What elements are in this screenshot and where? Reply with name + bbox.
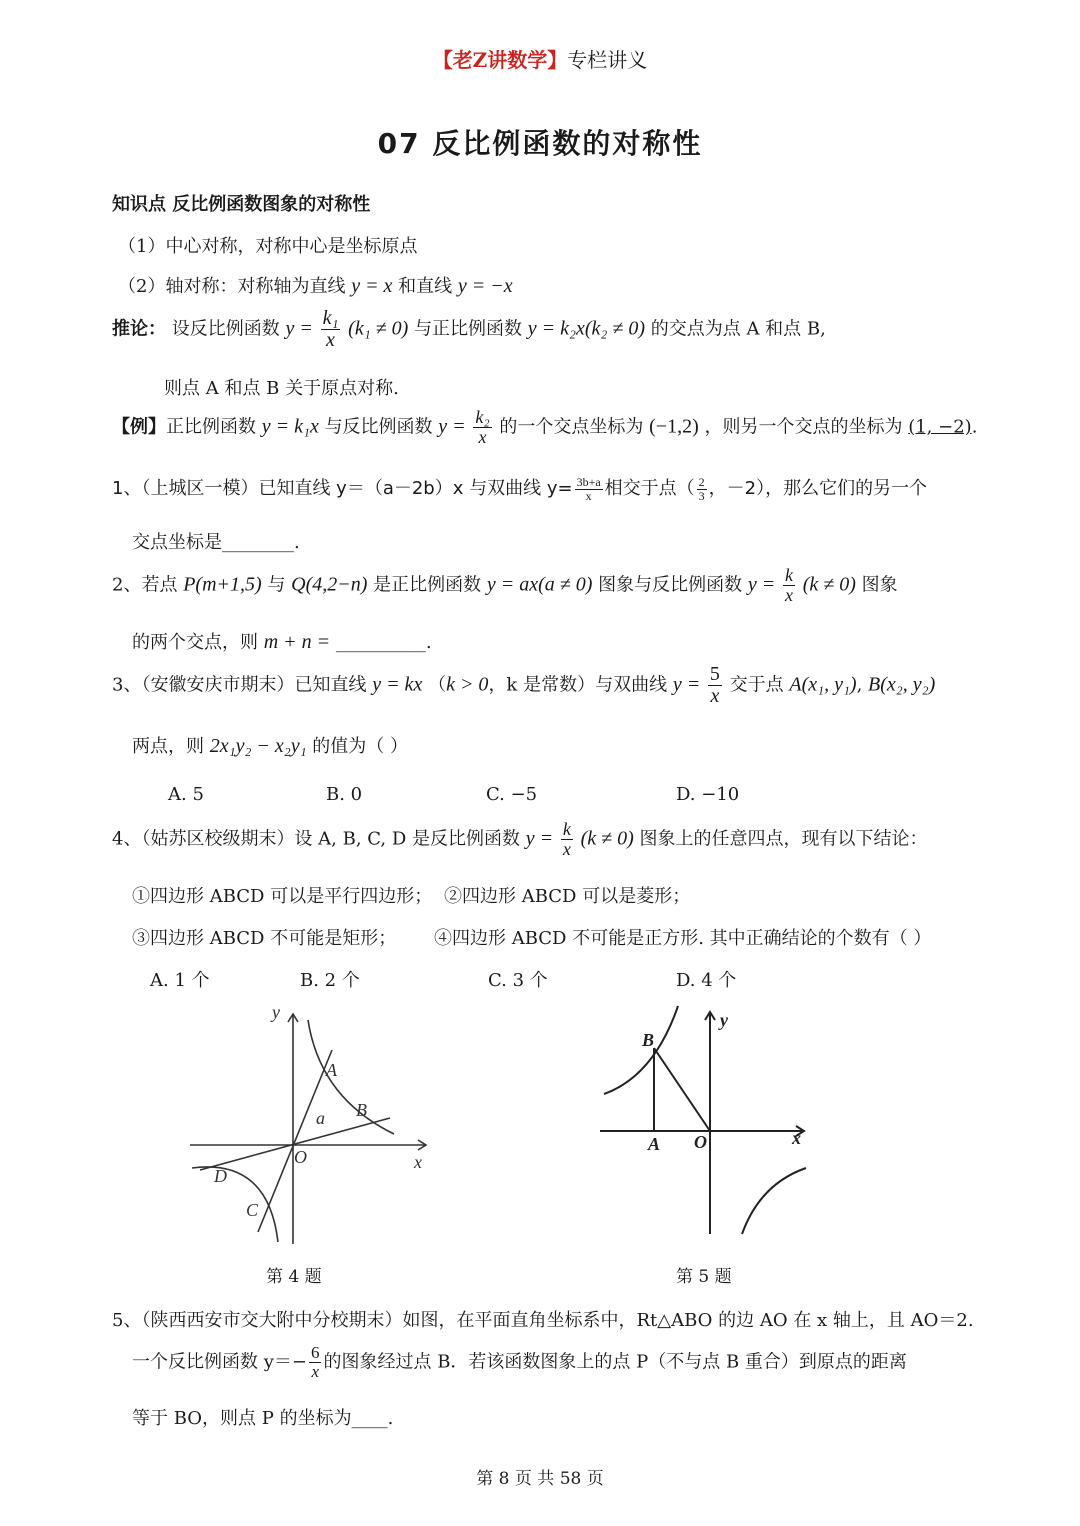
fig5-label-o: O: [694, 1132, 707, 1152]
q2-text-b: 与: [267, 574, 286, 596]
q3-option-d[interactable]: D. −10: [676, 784, 740, 805]
q3-option-a[interactable]: A. 5: [168, 784, 204, 805]
question-2: 2、若点 P(m+1,5) 与 Q(4,2−n) 是正比例函数 y = ax(a ≠ 0) 图象与反比例函数 y = $\frac{k}{x}$ (k ≠ 0) 图象: [112, 565, 898, 605]
q1-text-b: 相交于点（: [604, 478, 695, 499]
figure-4: [180, 1000, 440, 1250]
fig5-label-y: y: [720, 1010, 728, 1030]
example-text-1: 正比例函数: [166, 416, 256, 438]
section-title: 知识点 反比例函数图象的对称性: [112, 194, 371, 215]
corollary: 推论： 设反比例函数 y = $\frac{\text{k₁}}{x}$ (k₁ ≠ 0) 与正比例函数 y = k₂x(k₂ ≠ 0) 的交点为点 A 和点 B,: [112, 307, 826, 351]
corollary-line-2: 则点 A 和点 B 关于原点对称.: [164, 378, 399, 399]
q3-text-a: 3、（安徽安庆市期末）已知直线: [112, 674, 367, 696]
q4-conclusion-3: ③四边形 ABCD 不可能是矩形；: [132, 928, 397, 949]
q4-conclusion-1: ①四边形 ABCD 可以是平行四边形；: [132, 886, 433, 907]
figure-5-caption: 第 5 题: [676, 1267, 732, 1287]
corollary-text-1: 设反比例函数: [171, 318, 280, 340]
question-4: 4、（姑苏区校级期末）设 A, B, C, D 是反比例函数 y = $\frac{k}{x}$ (k ≠ 0) 图象上的任意四点，现有以下结论：: [112, 819, 928, 859]
q3-point-a: A(x₁, y₁): [789, 673, 857, 696]
q4-text-a: 4、（姑苏区校级期末）设 A, B, C, D 是反比例函数: [112, 828, 521, 850]
q5-text-b: 的图象经过点 B．若该函数图象上的点 P（不与点 B 重合）到原点的距离: [323, 1351, 907, 1373]
q5-text-a: 一个反比例函数 y＝−: [132, 1351, 307, 1373]
q4-fraction-k-x: $\frac{k}{x}$: [562, 819, 571, 859]
q3-point-b: B(x₂, y₂): [868, 673, 936, 696]
example-eq-1: y = k₁x: [261, 415, 319, 438]
q2-blank: __________.: [335, 632, 432, 653]
q2-line-2: 的两个交点，则 m + n = __________.: [132, 631, 432, 653]
q3-option-c[interactable]: C. −5: [486, 784, 538, 805]
header-suffix: 专栏讲义: [567, 48, 648, 72]
figure-5: [596, 1002, 816, 1238]
q4-cond: (k ≠ 0): [580, 827, 634, 850]
point-1: （1）中心对称，对称中心是坐标原点: [118, 236, 418, 257]
q3-eq: y = kx: [372, 673, 423, 696]
q4-conclusion-2: ②四边形 ABCD 可以是菱形；: [444, 886, 691, 907]
q4-text-b: 图象上的任意四点，现有以下结论：: [639, 828, 928, 850]
q2-text-c: 是正比例函数: [373, 574, 482, 596]
q3-line-2: 两点，则 2x₁y₂ − x₂y₁ 的值为（ ）: [132, 735, 409, 757]
page-footer: 第 8 页 共 58 页: [476, 1469, 604, 1489]
q2-point-q: Q(4,2−n): [291, 573, 368, 596]
header-bracket-open: 【: [432, 48, 453, 72]
page-header: [0, 44, 1080, 73]
point-2: [118, 272, 513, 298]
q1-fraction: $\frac{3b+a}{x}$: [576, 474, 601, 503]
fig4-label-o: O: [294, 1147, 307, 1167]
fig4-label-b: B: [356, 1100, 367, 1120]
q4-option-d[interactable]: D. 4 个: [676, 970, 737, 991]
fig5-label-a: A: [648, 1134, 661, 1154]
axis-eq-1: y = x: [351, 275, 393, 297]
fraction-k2-x: $\frac{\text{k₂}}{x}$: [475, 407, 490, 447]
q5-line-3: 等于 BO，则点 P 的坐标为____.: [132, 1408, 394, 1429]
fig5-curve-second-quadrant: [604, 1006, 678, 1094]
point-2-text: （2）轴对称：对称轴为直线: [118, 276, 346, 297]
example-text-4: ，则另一个交点的坐标为: [704, 416, 903, 438]
corollary-text-2: 与正比例函数: [414, 318, 523, 340]
example: 【例】正比例函数 y = k₁x 与反比例函数 y = $\frac{\text{k₂}}{x}$ 的一个交点坐标为 (−1,2) ，则另一个交点的坐标为 (1, −2).: [112, 407, 978, 447]
q2-text-a: 2、若点: [112, 574, 178, 596]
q1-line-2: 交点坐标是________.: [132, 532, 300, 553]
q5-fraction: $\frac{6}{x}$: [310, 1343, 320, 1381]
q4-option-b[interactable]: B. 2 个: [300, 970, 360, 991]
q4-option-a[interactable]: A. 1 个: [150, 970, 210, 991]
fig4-line-ac: [258, 1050, 332, 1232]
corollary-eq-2: y = k₂x(k₂ ≠ 0): [527, 317, 645, 340]
fraction-5-x: $\frac{5}{x}$: [709, 663, 720, 707]
q3-text-b: ，k 是常数）与双曲线: [488, 674, 668, 696]
q3-option-b[interactable]: B. 0: [326, 784, 363, 805]
axis-eq-2: y = −x: [457, 275, 513, 297]
q4-option-c[interactable]: C. 3 个: [488, 970, 548, 991]
example-point: (−1,2): [649, 415, 699, 438]
fraction-k-x: $\frac{k}{x}$: [785, 565, 793, 605]
page-title: 07 反比例函数的对称性: [377, 127, 703, 160]
question-1: [112, 474, 927, 502]
q2-cond: (k ≠ 0): [802, 573, 856, 596]
q2-point-p: P(m+1,5): [183, 573, 262, 596]
q2-eq: y = ax(a ≠ 0): [486, 573, 593, 596]
q1-text-c: ，－2），那么它们的另一个: [708, 478, 928, 499]
example-text-3: 的一个交点坐标为: [499, 416, 644, 438]
fig5-segment-bo: [654, 1048, 710, 1131]
q2-mn: m + n =: [263, 631, 331, 653]
fig4-label-a: A: [326, 1060, 337, 1080]
example-answer: (1, −2): [908, 416, 972, 438]
corollary-label: 推论：: [112, 318, 166, 340]
corollary-text-3: 的交点为点 A 和点 B,: [650, 318, 826, 340]
example-text-2: 与反比例函数: [324, 416, 433, 438]
q1-text-a: 1、（上城区一模）已知直线 y＝（a－2b）x 与双曲线 y=: [112, 478, 573, 499]
fraction-k1-x: $\frac{\text{k₁}}{x}$: [322, 307, 339, 351]
q3-expression: 2x₁y₂ − x₂y₁: [209, 735, 307, 757]
q1-point-fraction: $\frac{2}{3}$: [698, 474, 705, 503]
q3-text-c: 交于点: [729, 674, 784, 696]
header-bracket-close: 】: [547, 48, 568, 72]
axis-and: 和直线: [398, 276, 453, 297]
q2-text-e: 图象: [861, 574, 898, 596]
q3-cond: k > 0: [446, 673, 489, 696]
fig5-curve-fourth-quadrant: [742, 1168, 806, 1234]
fig4-label-y: y: [272, 1002, 280, 1022]
fig5-label-b: B: [642, 1030, 655, 1050]
question-3: 3、（安徽安庆市期末）已知直线 y = kx （k > 0，k 是常数）与双曲线 y = $\frac{5}{x}$ 交于点 A(x₁, y₁), B(x₂, y₂): [112, 663, 936, 707]
q2-text-d: 图象与反比例函数: [598, 574, 743, 596]
fig4-label-c: C: [246, 1200, 259, 1220]
header-brand: 老Z讲数学: [452, 48, 548, 72]
corollary-cond: (k₁ ≠ 0): [348, 317, 409, 340]
example-label: 【例】: [112, 416, 166, 438]
fig4-curve-third-quadrant: [192, 1167, 278, 1242]
fig4-label-angle: a: [316, 1108, 325, 1128]
fig4-label-x: x: [414, 1152, 422, 1172]
fig4-label-d: D: [214, 1166, 227, 1186]
fig5-label-x: x: [792, 1128, 801, 1148]
q5-line-2: [132, 1344, 907, 1381]
figure-4-caption: 第 4 题: [266, 1267, 322, 1287]
q5-line-1: 5、（陕西西安市交大附中分校期末）如图，在平面直角坐标系中，Rt△ABO 的边 AO 在 x 轴上，且 AO＝2.: [112, 1310, 974, 1331]
q4-conclusion-4: ④四边形 ABCD 不可能是正方形. 其中正确结论的个数有（ ）: [434, 928, 932, 949]
